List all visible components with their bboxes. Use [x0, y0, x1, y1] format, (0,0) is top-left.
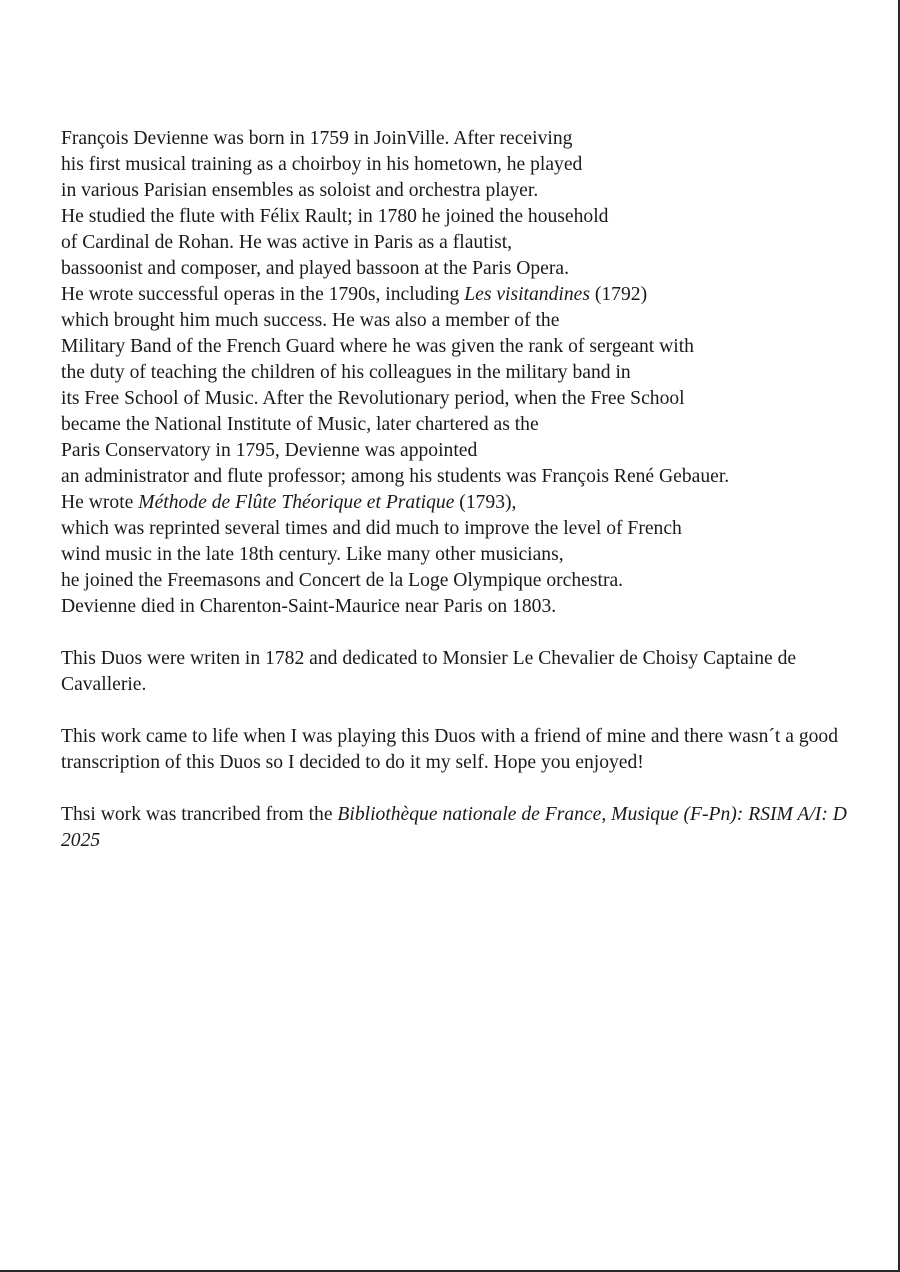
line-text: He wrote: [61, 492, 139, 513]
line-text: (1793),: [454, 492, 517, 513]
biography-line: bassoonist and composer, and played bassoon at the Paris Opera.: [61, 258, 569, 279]
biography-line: of Cardinal de Rohan. He was active in Paris as a flautist,: [61, 232, 513, 253]
biography-line: he joined the Freemasons and Concert de la Loge Olympique orchestra.: [61, 570, 624, 591]
source-prefix: Thsi work was trancribed from the: [61, 804, 338, 825]
paragraph-spacer: [61, 776, 851, 802]
biography-line: became the National Institute of Music, later chartered as the: [61, 414, 539, 435]
biography-line: which was reprinted several times and did much to improve the level of French: [61, 518, 682, 539]
biography-paragraph: [61, 126, 851, 620]
source-paragraph: [61, 802, 851, 854]
dedication-paragraph: This Duos were writen in 1782 and dedicated to Monsier Le Chevalier de Choisy Captaine de Cavallerie.: [61, 648, 797, 695]
motivation-paragraph: This work came to life when I was playing this Duos with a friend of mine and there wasn´t a good transcription of this Duos so I decided to do it my self. Hope you enjoyed!: [61, 726, 839, 773]
biography-line: [61, 490, 851, 516]
biography-line: his first musical training as a choirboy in his hometown, he played: [61, 154, 583, 175]
source-citation: Bibliothèque nationale de France, Musique (F-Pn): RSIM A/I: D 2025: [61, 804, 847, 851]
text-content: [61, 126, 851, 854]
biography-line: wind music in the late 18th century. Like many other musicians,: [61, 544, 564, 565]
biography-line: Military Band of the French Guard where he was given the rank of sergeant with: [61, 336, 694, 357]
paragraph-spacer: [61, 698, 851, 724]
line-text: (1792): [589, 284, 648, 305]
biography-line: the duty of teaching the children of his colleagues in the military band in: [61, 362, 631, 383]
biography-line: He studied the flute with Félix Rault; in 1780 he joined the household: [61, 206, 609, 227]
biography-line: an administrator and flute professor; among his students was François René Gebauer.: [61, 466, 730, 487]
biography-line: Devienne died in Charenton-Saint-Maurice near Paris on 1803.: [61, 596, 557, 617]
biography-line: François Devienne was born in 1759 in JoinVille. After receiving: [61, 128, 573, 149]
opera-title: Les visitandines: [464, 284, 590, 305]
method-title: Méthode de Flûte Théorique et Pratique: [138, 492, 455, 513]
biography-line: its Free School of Music. After the Revolutionary period, when the Free School: [61, 388, 685, 409]
biography-line: which brought him much success. He was also a member of the: [61, 310, 560, 331]
biography-line: Paris Conservatory in 1795, Devienne was appointed: [61, 440, 478, 461]
paragraph-spacer: [61, 620, 851, 646]
biography-line: [61, 282, 851, 308]
biography-line: in various Parisian ensembles as soloist and orchestra player.: [61, 180, 539, 201]
line-text: He wrote successful operas in the 1790s, including: [61, 284, 465, 305]
